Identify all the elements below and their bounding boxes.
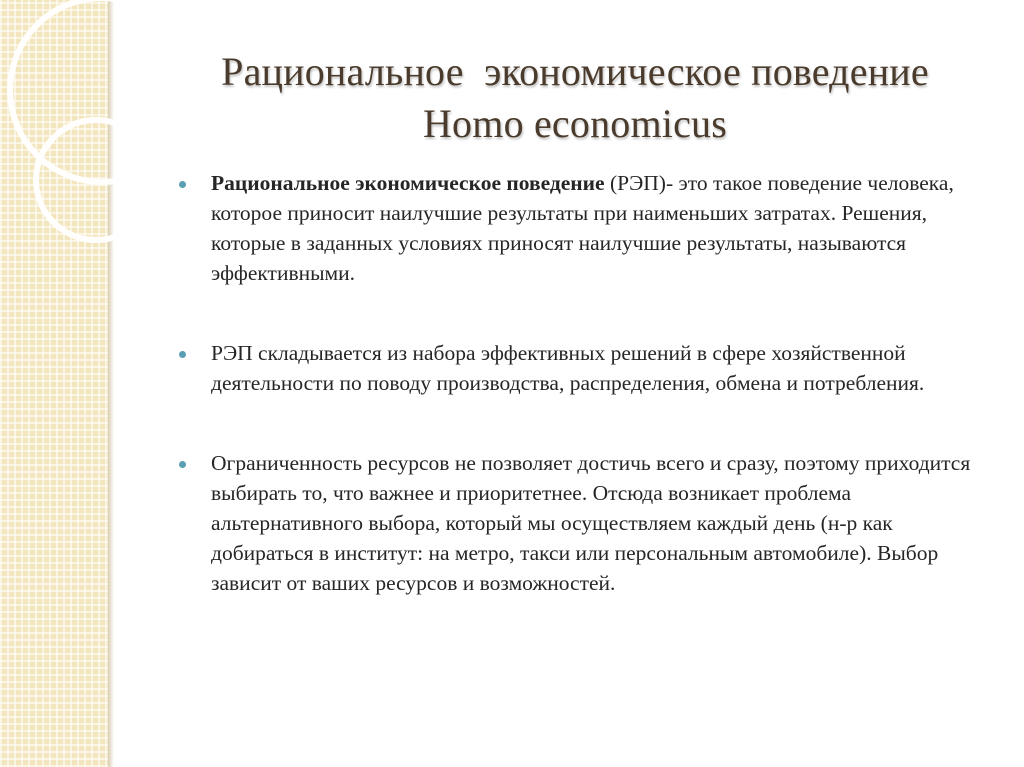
bullet-list xyxy=(178,168,993,598)
decorative-rings xyxy=(0,0,180,300)
bullet-bold-term: Рациональное экономическое поведение xyxy=(211,171,605,195)
slide-title-line-2: Homo economicus xyxy=(422,101,728,146)
bullet-text: РЭП складывается из набора эффективных решений в сфере хозяйственной деятельности по поводу производства, распределения, обмена и потребления. xyxy=(211,341,925,395)
slide-title-line-1: Рациональное экономическое поведение xyxy=(221,49,929,94)
bullet-item-composition xyxy=(178,338,993,398)
bullet-item-definition xyxy=(178,168,993,288)
bullet-dot-icon xyxy=(179,351,186,358)
slide-title xyxy=(140,46,1010,150)
bullet-dot-icon xyxy=(179,461,186,468)
bullet-text: Ограниченность ресурсов не позволяет достичь всего и сразу, поэтому приходится выбирать то, что важнее и приоритетнее. Отсюда возникает проблема альтернативного выбора, который мы осуществляем каждый день (н-р как добираться в институт: на метро, такси или персональным автомобиле). Выбор зависит от ваших ресурсов и возможностей. xyxy=(211,451,971,595)
bullet-item-limited-resources xyxy=(178,448,993,598)
bullet-text: (РЭП)- это такое поведение человека, которое приносит наилучшие результаты при наименьших затратах. Решения, которые в заданных условиях приносят наилучшие результаты, называются эффективными. xyxy=(211,171,954,285)
bullet-dot-icon xyxy=(179,181,186,188)
